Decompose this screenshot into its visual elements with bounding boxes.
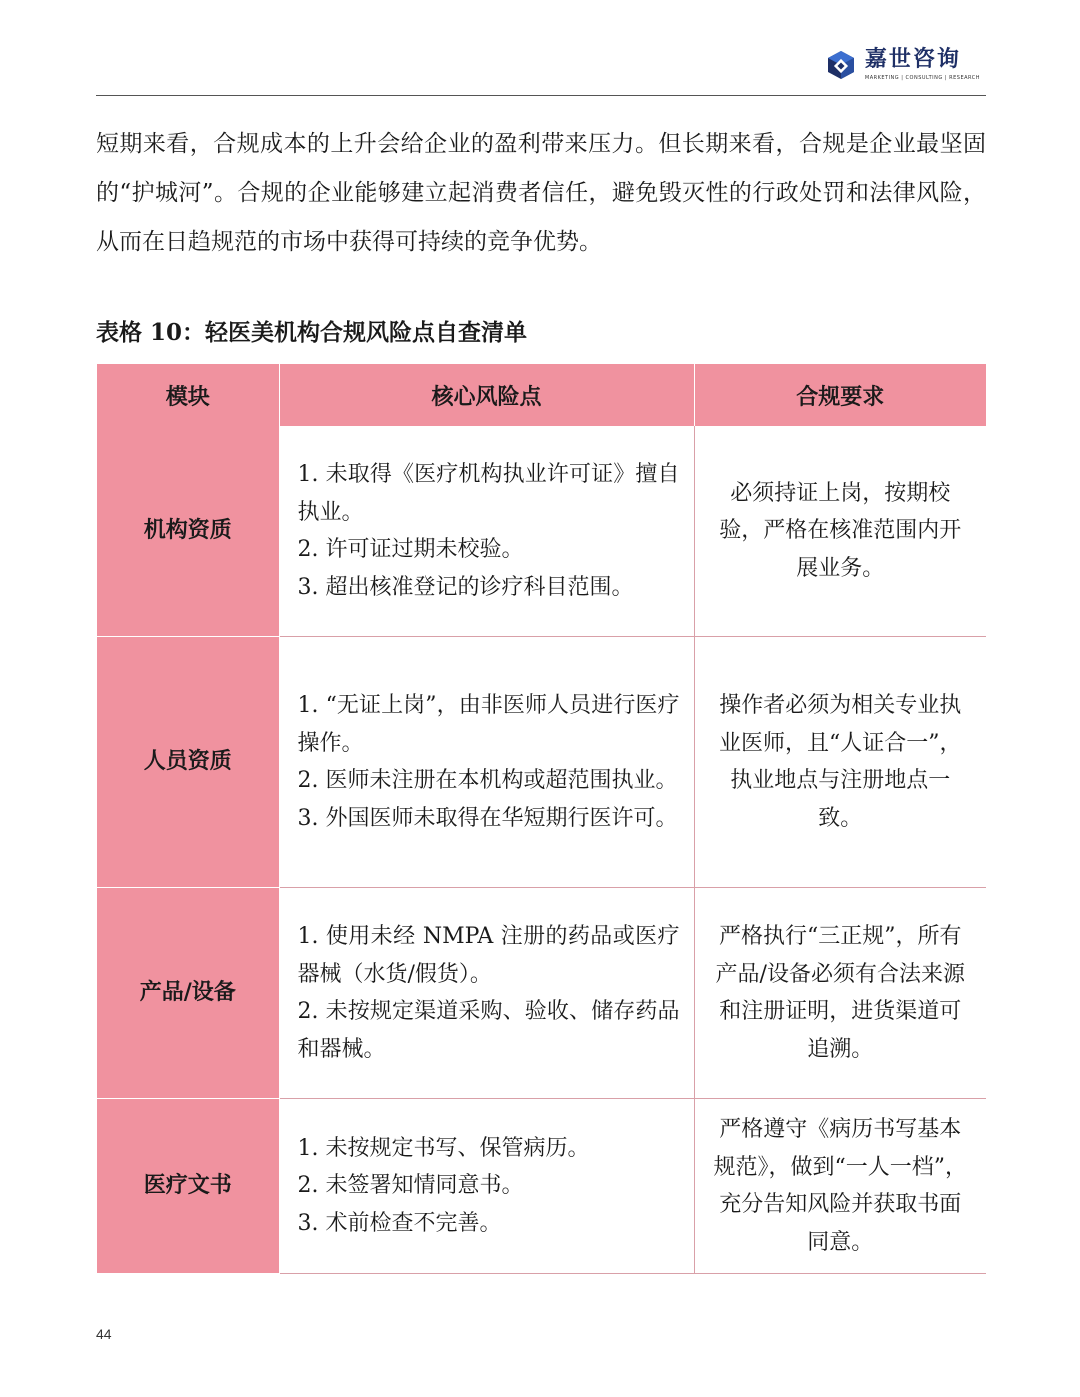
risk-cell (279, 1099, 694, 1274)
logo-tagline: MARKETING | CONSULTING | RESEARCH (864, 75, 980, 81)
risk-item: 1. “无证上岗”，由非医师人员进行医疗操作。 (297, 693, 680, 756)
table-row (97, 1099, 986, 1274)
requirement-cell: 严格执行“三正规”，所有产品/设备必须有合法来源和注册证明，进货渠道可追溯。 (694, 888, 986, 1099)
risk-item: 1. 使用未经 NMPA 注册的药品或医疗器械（水货/假货）。 (297, 924, 680, 987)
risk-item: 2. 许可证过期未校验。 (297, 537, 524, 562)
risk-item: 2. 医师未注册在本机构或超范围执业。 (297, 768, 678, 793)
risk-item: 1. 未按规定书写、保管病历。 (297, 1135, 590, 1161)
risk-cell (279, 888, 694, 1099)
requirement-cell: 操作者必须为相关专业执业医师，且“人证合一”，执业地点与注册地点一致。 (694, 637, 986, 888)
body-paragraph: 短期来看，合规成本的上升会给企业的盈利带来压力。但长期来看，合规是企业最坚固的“护城河”。合规的企业能够建立起消费者信任，避免毁灭性的行政处罚和法律风险，从而在日趋规范的市场中获得可持续的竞争优势。 (96, 131, 986, 255)
logo-name: 嘉世咨询 (864, 47, 961, 72)
module-cell: 人员资质 (97, 637, 279, 888)
header-divider (96, 95, 986, 96)
compliance-table (97, 364, 986, 1274)
table-row (97, 888, 986, 1099)
module-cell: 产品/设备 (97, 888, 279, 1099)
column-header-module: 模块 (97, 364, 279, 426)
module-cell: 机构资质 (97, 426, 279, 637)
page-number: 44 (96, 1326, 112, 1342)
table-header-row (97, 364, 986, 426)
column-header-requirement: 合规要求 (694, 364, 986, 426)
column-header-risk: 核心风险点 (279, 364, 694, 426)
risk-item: 2. 未签署知情同意书。 (297, 1173, 524, 1199)
risk-item: 2. 未按规定渠道采购、验收、储存药品和器械。 (297, 999, 680, 1062)
risk-item: 3. 术前检查不完善。 (297, 1210, 502, 1236)
module-cell: 医疗文书 (97, 1099, 279, 1274)
requirement-cell: 必须持证上岗，按期校验，严格在核准范围内开展业务。 (694, 426, 986, 637)
page-header (96, 40, 986, 96)
risk-item: 3. 超出核准登记的诊疗科目范围。 (297, 574, 634, 600)
table-row (97, 426, 986, 637)
requirement-cell: 严格遵守《病历书写基本规范》，做到“一人一档”，充分告知风险并获取书面同意。 (694, 1099, 986, 1274)
logo-mark-icon (825, 49, 857, 81)
risk-item: 1. 未取得《医疗机构执业许可证》擅自执业。 (297, 462, 680, 525)
risk-item: 3. 外国医师未取得在华短期行医许可。 (297, 805, 678, 831)
risk-cell (279, 637, 694, 888)
risk-cell (279, 426, 694, 637)
company-logo (825, 48, 980, 81)
table-title: 表格 10：轻医美机构合规风险点自查清单 (96, 319, 528, 346)
table-row (97, 637, 986, 888)
